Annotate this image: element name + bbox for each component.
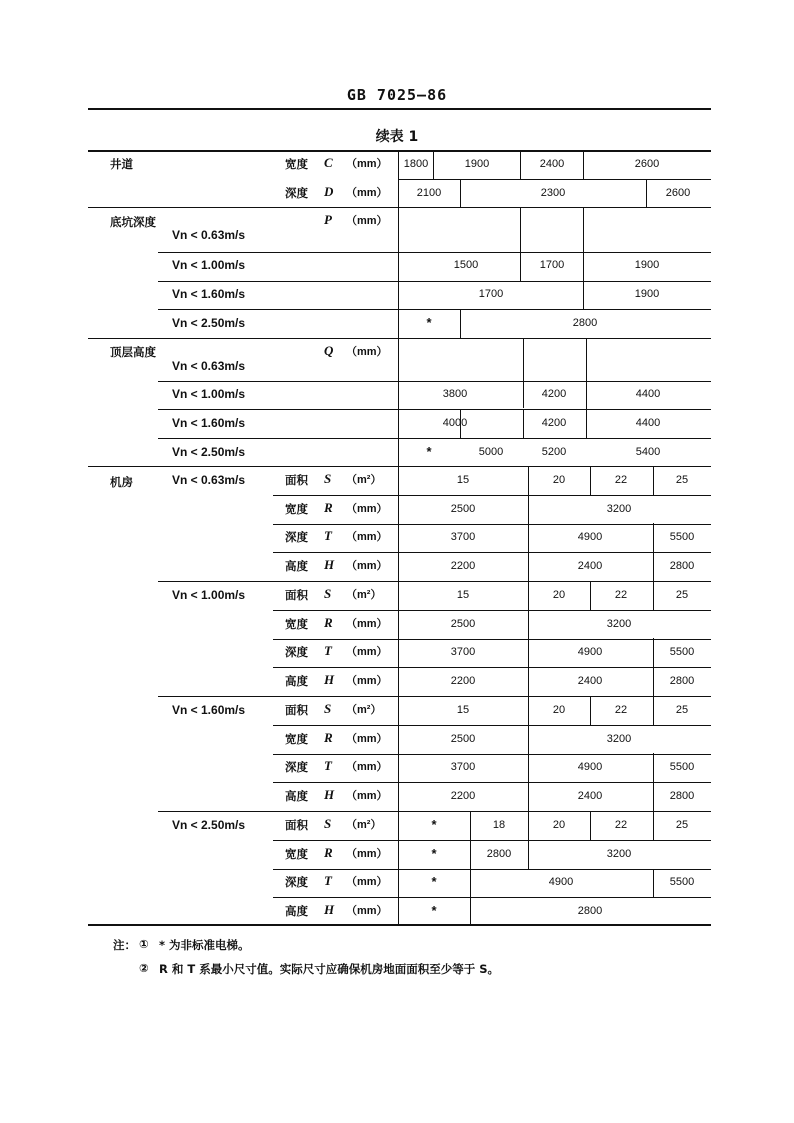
table-rule (273, 495, 711, 496)
mr-250-depth-value: 5500 (669, 876, 695, 888)
pit-value: 1700 (539, 259, 565, 271)
shaft-width-symbol: C (324, 155, 333, 170)
shaft-width-value: 1900 (464, 158, 490, 170)
top-height-value: 3800 (442, 388, 468, 400)
shaft-width-value: 2400 (539, 158, 565, 170)
mr-100-height-value: 2800 (669, 675, 695, 687)
mr-250-height-unit: （mm） (346, 905, 388, 917)
table-rule (528, 552, 529, 581)
top-speed-160: Vn < 1.60m/s (172, 416, 246, 430)
shaft-width-value: 1800 (403, 158, 429, 170)
mr-063-area-unit: （m²） (346, 474, 382, 486)
nonstandard-marker: * (426, 315, 432, 330)
mr-100-depth-value: 5500 (669, 646, 695, 658)
mr-100-area-value: 15 (456, 589, 470, 601)
table-rule (158, 281, 711, 282)
table-rule (398, 179, 711, 180)
notes-label: 注： (113, 938, 136, 952)
mr-160-height-value: 2800 (669, 790, 695, 802)
row-label-pit-depth: 底坑深度 (110, 215, 156, 229)
mr-160-height-unit: （mm） (346, 790, 388, 802)
mr-100-area-value: 20 (552, 589, 566, 601)
shaft-depth-symbol: D (324, 184, 334, 199)
mr-250-area-value: 22 (614, 819, 628, 831)
table-rule (273, 869, 711, 870)
table-rule (273, 667, 711, 668)
shaft-depth-value: 2300 (540, 187, 566, 199)
mr-100-depth-value: 4900 (577, 646, 603, 658)
mr-100-area-value: 22 (614, 589, 628, 601)
mr-100-width-label: 宽度 (285, 617, 308, 631)
mr-speed-160: Vn < 1.60m/s (172, 703, 246, 717)
table-title: 续表 1 (375, 129, 419, 145)
table-rule (158, 696, 711, 697)
mr-063-area-value: 25 (675, 474, 689, 486)
top-height-value: 5200 (541, 446, 567, 458)
mr-063-height-unit: （mm） (346, 560, 388, 572)
mr-160-height-value: 2200 (450, 790, 476, 802)
top-speed-063: Vn < 0.63m/s (172, 359, 246, 373)
mr-100-area-unit: （m²） (346, 589, 382, 601)
note-2-text: R 和 T 系最小尺寸值。实际尺寸应确保机房地面面积至少等于 S。 (159, 962, 499, 976)
mr-100-height-unit: （mm） (346, 675, 388, 687)
mr-100-width-value: 3200 (606, 618, 632, 630)
top-height-value: 4000 (442, 417, 468, 429)
mr-100-width-value: 2500 (450, 618, 476, 630)
mr-100-height-symbol: H (324, 672, 335, 687)
top-height-symbol: Q (324, 343, 334, 358)
table-rule (273, 754, 711, 755)
top-speed-250: Vn < 2.50m/s (172, 445, 246, 459)
top-height-value: 4400 (635, 388, 661, 400)
mr-100-width-symbol: R (324, 615, 333, 630)
mr-063-depth-value: 4900 (577, 531, 603, 543)
table-rule (273, 840, 711, 841)
mr-100-width-unit: （mm） (346, 618, 388, 630)
mr-063-area-value: 15 (456, 474, 470, 486)
mr-speed-063: Vn < 0.63m/s (172, 473, 246, 487)
mr-100-height-label: 高度 (285, 674, 308, 688)
nonstandard-marker: * (431, 817, 437, 832)
mr-063-area-label: 面积 (285, 473, 308, 487)
table-rule (88, 150, 711, 152)
pit-speed-063: Vn < 0.63m/s (172, 228, 246, 242)
mr-speed-250: Vn < 2.50m/s (172, 818, 246, 832)
mr-160-width-value: 2500 (450, 733, 476, 745)
pit-value: 1500 (453, 259, 479, 271)
top-height-value: 5000 (478, 446, 504, 458)
mr-160-depth-label: 深度 (285, 760, 308, 774)
table-rule (528, 725, 529, 753)
table-rule (273, 725, 711, 726)
mr-100-area-value: 25 (675, 589, 689, 601)
mr-160-area-unit: （m²） (346, 704, 382, 716)
note-1-text: * 为非标准电梯。 (159, 938, 250, 952)
top-speed-100: Vn < 1.00m/s (172, 387, 246, 401)
table-rule (528, 782, 529, 811)
mr-160-area-label: 面积 (285, 703, 308, 717)
mr-160-width-label: 宽度 (285, 732, 308, 746)
table-rule (528, 495, 529, 523)
shaft-depth-label: 深度 (285, 186, 308, 200)
mr-250-area-value: 18 (492, 819, 506, 831)
note-1-marker: ① (139, 937, 149, 951)
table-rule (158, 438, 711, 439)
pit-value: 1700 (478, 288, 504, 300)
row-label-top-height: 顶层高度 (110, 345, 156, 359)
table-rule (528, 610, 529, 638)
mr-250-height-label: 高度 (285, 904, 308, 918)
mr-063-width-symbol: R (324, 500, 333, 515)
mr-063-depth-unit: （mm） (346, 531, 388, 543)
shaft-width-label: 宽度 (285, 157, 308, 171)
top-height-value: 4200 (541, 388, 567, 400)
mr-063-height-label: 高度 (285, 559, 308, 573)
mr-160-height-value: 2400 (577, 790, 603, 802)
mr-063-width-value: 2500 (450, 503, 476, 515)
table-rule (273, 897, 711, 898)
table-rule (88, 924, 711, 926)
mr-250-area-symbol: S (324, 816, 332, 831)
mr-063-width-value: 3200 (606, 503, 632, 515)
row-label-machine-room: 机房 (110, 475, 133, 489)
nonstandard-marker: * (431, 846, 437, 861)
table-rule (88, 207, 711, 208)
mr-250-width-unit: （mm） (346, 848, 388, 860)
mr-160-depth-value: 3700 (450, 761, 476, 773)
mr-250-depth-value: 4900 (548, 876, 574, 888)
mr-250-height-symbol: H (324, 902, 335, 917)
mr-160-area-symbol: S (324, 701, 332, 716)
shaft-depth-unit: （mm） (346, 187, 388, 199)
mr-063-width-unit: （mm） (346, 503, 388, 515)
mr-160-width-unit: （mm） (346, 733, 388, 745)
mr-250-area-value: 25 (675, 819, 689, 831)
table-rule (273, 639, 711, 640)
mr-100-depth-value: 3700 (450, 646, 476, 658)
mr-250-area-unit: （m²） (346, 819, 382, 831)
row-label-shaft: 井道 (110, 157, 133, 171)
mr-063-depth-label: 深度 (285, 530, 308, 544)
mr-160-depth-value: 4900 (577, 761, 603, 773)
mr-100-area-label: 面积 (285, 588, 308, 602)
mr-063-area-value: 22 (614, 474, 628, 486)
shaft-width-unit: （mm） (346, 158, 388, 170)
mr-100-area-symbol: S (324, 586, 332, 601)
pit-depth-symbol: P (324, 212, 332, 227)
mr-250-area-value: 20 (552, 819, 566, 831)
header-rule (88, 108, 711, 110)
mr-063-area-value: 20 (552, 474, 566, 486)
mr-063-width-label: 宽度 (285, 502, 308, 516)
pit-value: 1900 (634, 288, 660, 300)
mr-063-height-value: 2400 (577, 560, 603, 572)
shaft-depth-value: 2600 (665, 187, 691, 199)
mr-063-height-value: 2800 (669, 560, 695, 572)
nonstandard-marker: * (426, 444, 432, 459)
mr-063-depth-symbol: T (324, 528, 332, 543)
table-rule (273, 552, 711, 553)
mr-speed-100: Vn < 1.00m/s (172, 588, 246, 602)
top-height-value: 4200 (541, 417, 567, 429)
mr-100-height-value: 2200 (450, 675, 476, 687)
table-rule (528, 753, 529, 782)
table-rule (158, 811, 711, 812)
mr-160-height-label: 高度 (285, 789, 308, 803)
table-rule (273, 782, 711, 783)
mr-063-depth-value: 5500 (669, 531, 695, 543)
table-rule (273, 610, 711, 611)
top-height-value: 4400 (635, 417, 661, 429)
mr-250-height-value: 2800 (577, 905, 603, 917)
top-height-unit: （mm） (346, 346, 388, 358)
standard-code-header: GB 7025—86 (346, 86, 448, 104)
top-height-value: 5400 (635, 446, 661, 458)
mr-160-width-value: 3200 (606, 733, 632, 745)
nonstandard-marker: * (431, 903, 437, 918)
mr-160-width-symbol: R (324, 730, 333, 745)
mr-160-height-symbol: H (324, 787, 335, 802)
mr-250-width-value: 3200 (606, 848, 632, 860)
table-rule (398, 150, 399, 924)
pit-value: 2800 (572, 317, 598, 329)
table-rule (583, 281, 584, 309)
table-rule (273, 524, 711, 525)
mr-160-depth-value: 5500 (669, 761, 695, 773)
mr-250-depth-symbol: T (324, 873, 332, 888)
pit-speed-250: Vn < 2.50m/s (172, 316, 246, 330)
mr-250-width-value: 2800 (486, 848, 512, 860)
mr-160-area-value: 25 (675, 704, 689, 716)
table-rule (88, 466, 711, 467)
table-rule (88, 338, 711, 339)
pit-speed-160: Vn < 1.60m/s (172, 287, 246, 301)
table-rule (528, 523, 529, 552)
mr-250-depth-label: 深度 (285, 875, 308, 889)
mr-250-width-label: 宽度 (285, 847, 308, 861)
pit-speed-100: Vn < 1.00m/s (172, 258, 246, 272)
mr-063-height-value: 2200 (450, 560, 476, 572)
mr-063-depth-value: 3700 (450, 531, 476, 543)
mr-250-area-label: 面积 (285, 818, 308, 832)
pit-value: 1900 (634, 259, 660, 271)
table-rule (528, 667, 529, 696)
mr-250-depth-unit: （mm） (346, 876, 388, 888)
mr-160-depth-unit: （mm） (346, 761, 388, 773)
mr-100-depth-symbol: T (324, 643, 332, 658)
mr-160-depth-symbol: T (324, 758, 332, 773)
mr-100-height-value: 2400 (577, 675, 603, 687)
mr-250-width-symbol: R (324, 845, 333, 860)
mr-160-area-value: 20 (552, 704, 566, 716)
shaft-depth-value: 2100 (416, 187, 442, 199)
table-rule (158, 581, 711, 582)
table-rule (528, 638, 529, 667)
shaft-width-value: 2600 (634, 158, 660, 170)
table-rule (158, 381, 711, 382)
mr-160-area-value: 15 (456, 704, 470, 716)
table-rule (158, 409, 711, 410)
pit-depth-unit: （mm） (346, 215, 388, 227)
elevator-dimension-table (88, 150, 711, 926)
mr-063-height-symbol: H (324, 557, 335, 572)
note-2-marker: ② (139, 961, 149, 975)
nonstandard-marker: * (431, 874, 437, 889)
table-rule (158, 252, 711, 253)
mr-100-depth-unit: （mm） (346, 646, 388, 658)
mr-100-depth-label: 深度 (285, 645, 308, 659)
table-rule (158, 309, 711, 310)
mr-063-area-symbol: S (324, 471, 332, 486)
mr-160-area-value: 22 (614, 704, 628, 716)
